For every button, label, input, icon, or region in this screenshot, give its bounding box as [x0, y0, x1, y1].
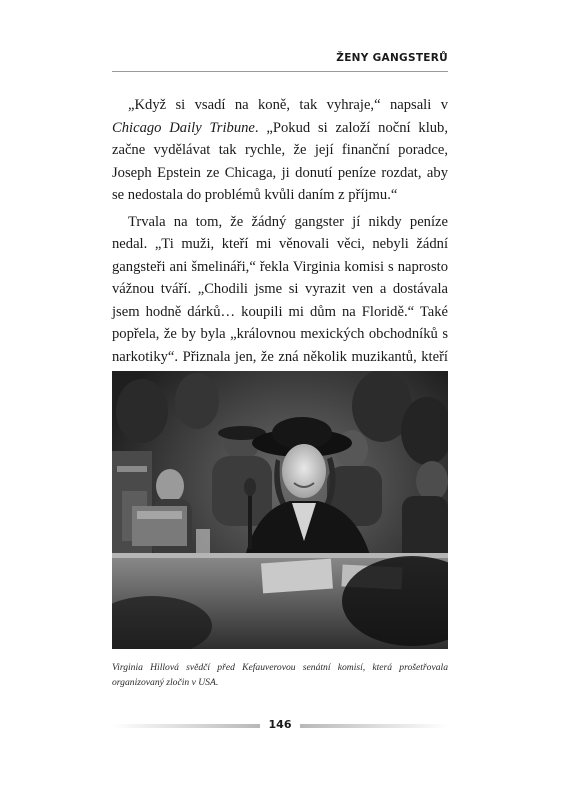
paragraph-1	[112, 94, 448, 207]
paragraph-1-part-a: „Když si vsadí na koně, tak vyhraje,“ napsali v	[128, 97, 448, 113]
footer-bar-right	[300, 724, 448, 728]
paragraph-2: Trvala na tom, že žádný gangster jí nikdy peníze nedal. „Ti muži, kteří mi věnovali věci, nebyli žádní gangsteři ani šmelináři,“ řekla Virginia komisi s naprosto vážnou tváří. „Chodili jsme si vyrazit ven a dostávala jsem hodně dárků… koupili mi dům na Floridě.“ Také popřela, že by byla „královnou mexických obchodníků s narkotiky“. Přiznala jen, že zná několik muzikantů, kteří	[112, 213, 448, 365]
body-text	[112, 94, 448, 391]
page-footer	[112, 715, 448, 737]
running-header: ŽENY GANGSTERŮ	[336, 52, 448, 64]
photo-hearing	[112, 371, 448, 649]
header-rule	[112, 71, 448, 72]
paragraph-1-part-b: . „Pokud si založí noční klub, začne vydělávat tak rychle, že její finanční poradce, Joseph Epstein ze Chicaga, ji donutí peníze rozdat, aby se nedostala do problémů kvůli daním z příjmu.“	[112, 119, 448, 203]
photo-caption: Virginia Hillová svědčí před Kefauverovou senátní komisí, která prošetřovala organizovaný zločin v USA.	[112, 662, 448, 688]
newspaper-title: Chicago Daily Tribune	[112, 119, 255, 136]
page-number: 146	[268, 718, 292, 731]
footer-bar-left	[112, 724, 260, 728]
